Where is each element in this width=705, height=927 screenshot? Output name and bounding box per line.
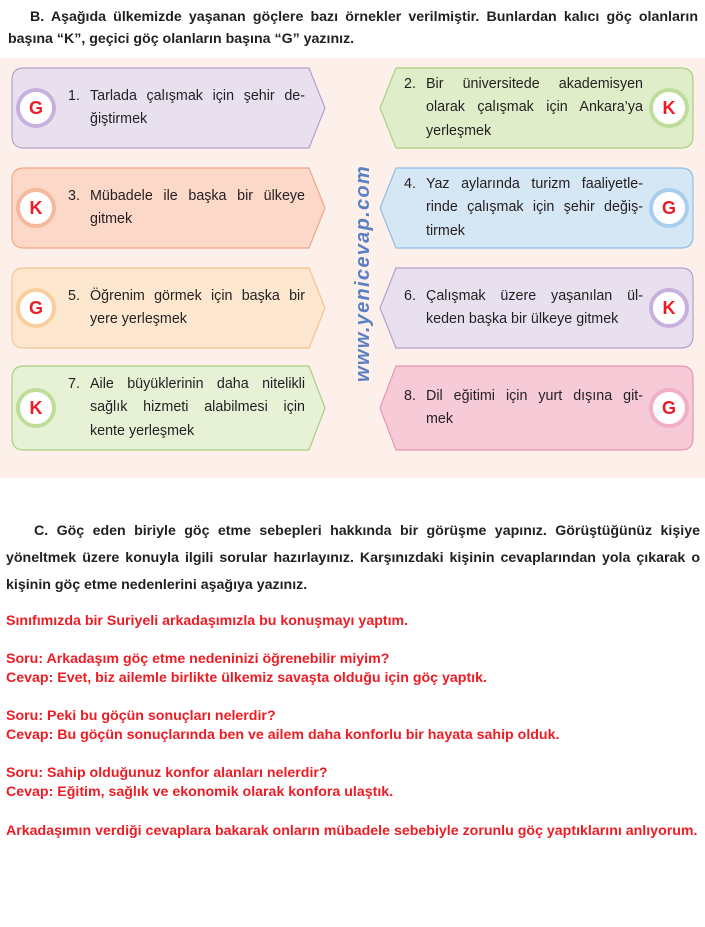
item-text-line: [404, 96, 643, 120]
item-text: [68, 373, 305, 444]
item-line-text: mek: [426, 411, 454, 427]
answer-badge: K: [16, 388, 56, 428]
item-text-line: [404, 408, 643, 432]
answer-badge: G: [649, 388, 689, 428]
item-number: 2.: [404, 75, 416, 92]
item-number: 7.: [68, 375, 80, 392]
answer-badge: G: [649, 188, 689, 228]
migration-item: [380, 168, 705, 248]
answer-badge: K: [649, 88, 689, 128]
qa-question: Soru: Sahip olduğunuz konfor alanları nelerdir?: [6, 765, 328, 781]
section-b-instruction: B. Aşağıda ülkemizde yaşanan göçlere bazı örnekler verilmiştir. Bunlardan kalıcı göç olanların başına “K”, geçici göç olanların başına “G” yazınız.: [8, 9, 698, 47]
qa-question: Soru: Arkadaşım göç etme nedeninizi öğrenebilir miyim?: [6, 651, 390, 667]
item-number: 4.: [404, 175, 416, 192]
item-text: [404, 385, 643, 432]
item-text: [68, 285, 305, 332]
item-line-text: tirmek: [426, 222, 465, 239]
qa-answer: Cevap: Bu göçün sonuçlarında ben ve ailem daha konforlu bir hayata sahip olduk.: [6, 727, 560, 743]
migration-item: [12, 268, 342, 348]
migration-item: [12, 366, 342, 450]
item-text-line: [68, 285, 305, 309]
item-text-line: [404, 173, 643, 197]
item-line-text: Mübadele ile başka bir ülkeye: [90, 187, 305, 204]
item-text: [404, 73, 643, 144]
qa-answer: Cevap: Evet, biz ailemle birlikte ülkemiz savaşta olduğu için göç yaptık.: [6, 670, 487, 686]
item-text-line: [404, 308, 643, 332]
item-line-text: yere yerleşmek: [90, 311, 187, 327]
item-text: [404, 173, 643, 244]
item-line-text: Yaz aylarında turizm faaliyetle-: [426, 175, 643, 192]
item-text-line: [68, 308, 305, 332]
item-line-text: Tarlada çalışmak için şehir de-: [90, 87, 305, 104]
migration-item: [380, 366, 705, 450]
migration-item: [12, 168, 342, 248]
item-text: [404, 285, 643, 332]
item-text-line: [404, 220, 643, 244]
qa-answer: Cevap: Eğitim, sağlık ve ekonomik olarak konfora ulaştık.: [6, 784, 394, 800]
item-text-line: [68, 208, 305, 232]
item-text-line: [404, 285, 643, 309]
item-number: 1.: [68, 87, 80, 104]
item-text-line: [68, 420, 305, 444]
item-line-text: rinde çalışmak için şehir değiş-: [426, 199, 643, 216]
answer-intro: Sınıfımızda bir Suriyeli arkadaşımızla bu konuşmayı yaptım.: [6, 613, 409, 629]
item-text-line: [68, 396, 305, 420]
item-text-line: [404, 196, 643, 220]
item-line-text: Aile büyüklerinin daha nitelikli: [90, 375, 305, 392]
item-line-text: Öğrenim görmek için başka bir: [90, 287, 305, 304]
item-text-line: [404, 73, 643, 97]
item-number: 8.: [404, 387, 416, 404]
conclusion: Arkadaşımın verdiği cevaplara bakarak onların mübadele sebebiyle zorunlu göç yaptıklarını anlıyorum.: [6, 823, 698, 839]
item-text-line: [68, 185, 305, 209]
item-line-text: olarak çalışmak için Ankara’ya: [426, 99, 643, 116]
item-text: [68, 185, 305, 232]
answer-badge: K: [649, 288, 689, 328]
item-line-text: keden başka bir ülkeye gitmek: [426, 311, 619, 327]
item-line-text: kente yerleşmek: [90, 422, 195, 439]
item-text-line: [404, 385, 643, 409]
item-number: 6.: [404, 287, 416, 304]
answer-badge: G: [16, 88, 56, 128]
answer-badge: K: [16, 188, 56, 228]
qa-question: Soru: Peki bu göçün sonuçları nelerdir?: [6, 708, 276, 724]
item-number: 3.: [68, 187, 80, 204]
item-text-line: [404, 120, 643, 144]
item-line-text: ğiştirmek: [90, 111, 148, 127]
item-line-text: Bir üniversitede akademisyen: [426, 75, 643, 92]
migration-item: [380, 268, 705, 348]
watermark: www.yenicevap.com: [352, 165, 374, 382]
item-line-text: sağlık hizmeti alabilmesi için: [90, 399, 305, 416]
item-line-text: Dil eğitimi için yurt dışına git-: [426, 387, 643, 404]
item-text-line: [68, 85, 305, 109]
item-text: [68, 85, 305, 132]
item-text-line: [68, 373, 305, 397]
migration-item: [380, 68, 705, 148]
item-number: 5.: [68, 287, 80, 304]
migration-item: [12, 68, 342, 148]
item-line-text: gitmek: [90, 211, 133, 227]
item-line-text: Çalışmak üzere yaşanılan ül-: [426, 287, 643, 304]
answer-badge: G: [16, 288, 56, 328]
item-line-text: yerleşmek: [426, 122, 492, 139]
section-c-instruction: C. Göç eden biriyle göç etme sebepleri hakkında bir görüşme yapınız. Görüştüğünüz kişiye yöneltmek üzere konuyla ilgili sorular hazırlayınız. Karşınızdaki kişinin cevaplarından yola çıkarak o kişinin göç etme nedenlerini aşağıya yazınız.: [6, 523, 700, 593]
item-text-line: [68, 108, 305, 132]
